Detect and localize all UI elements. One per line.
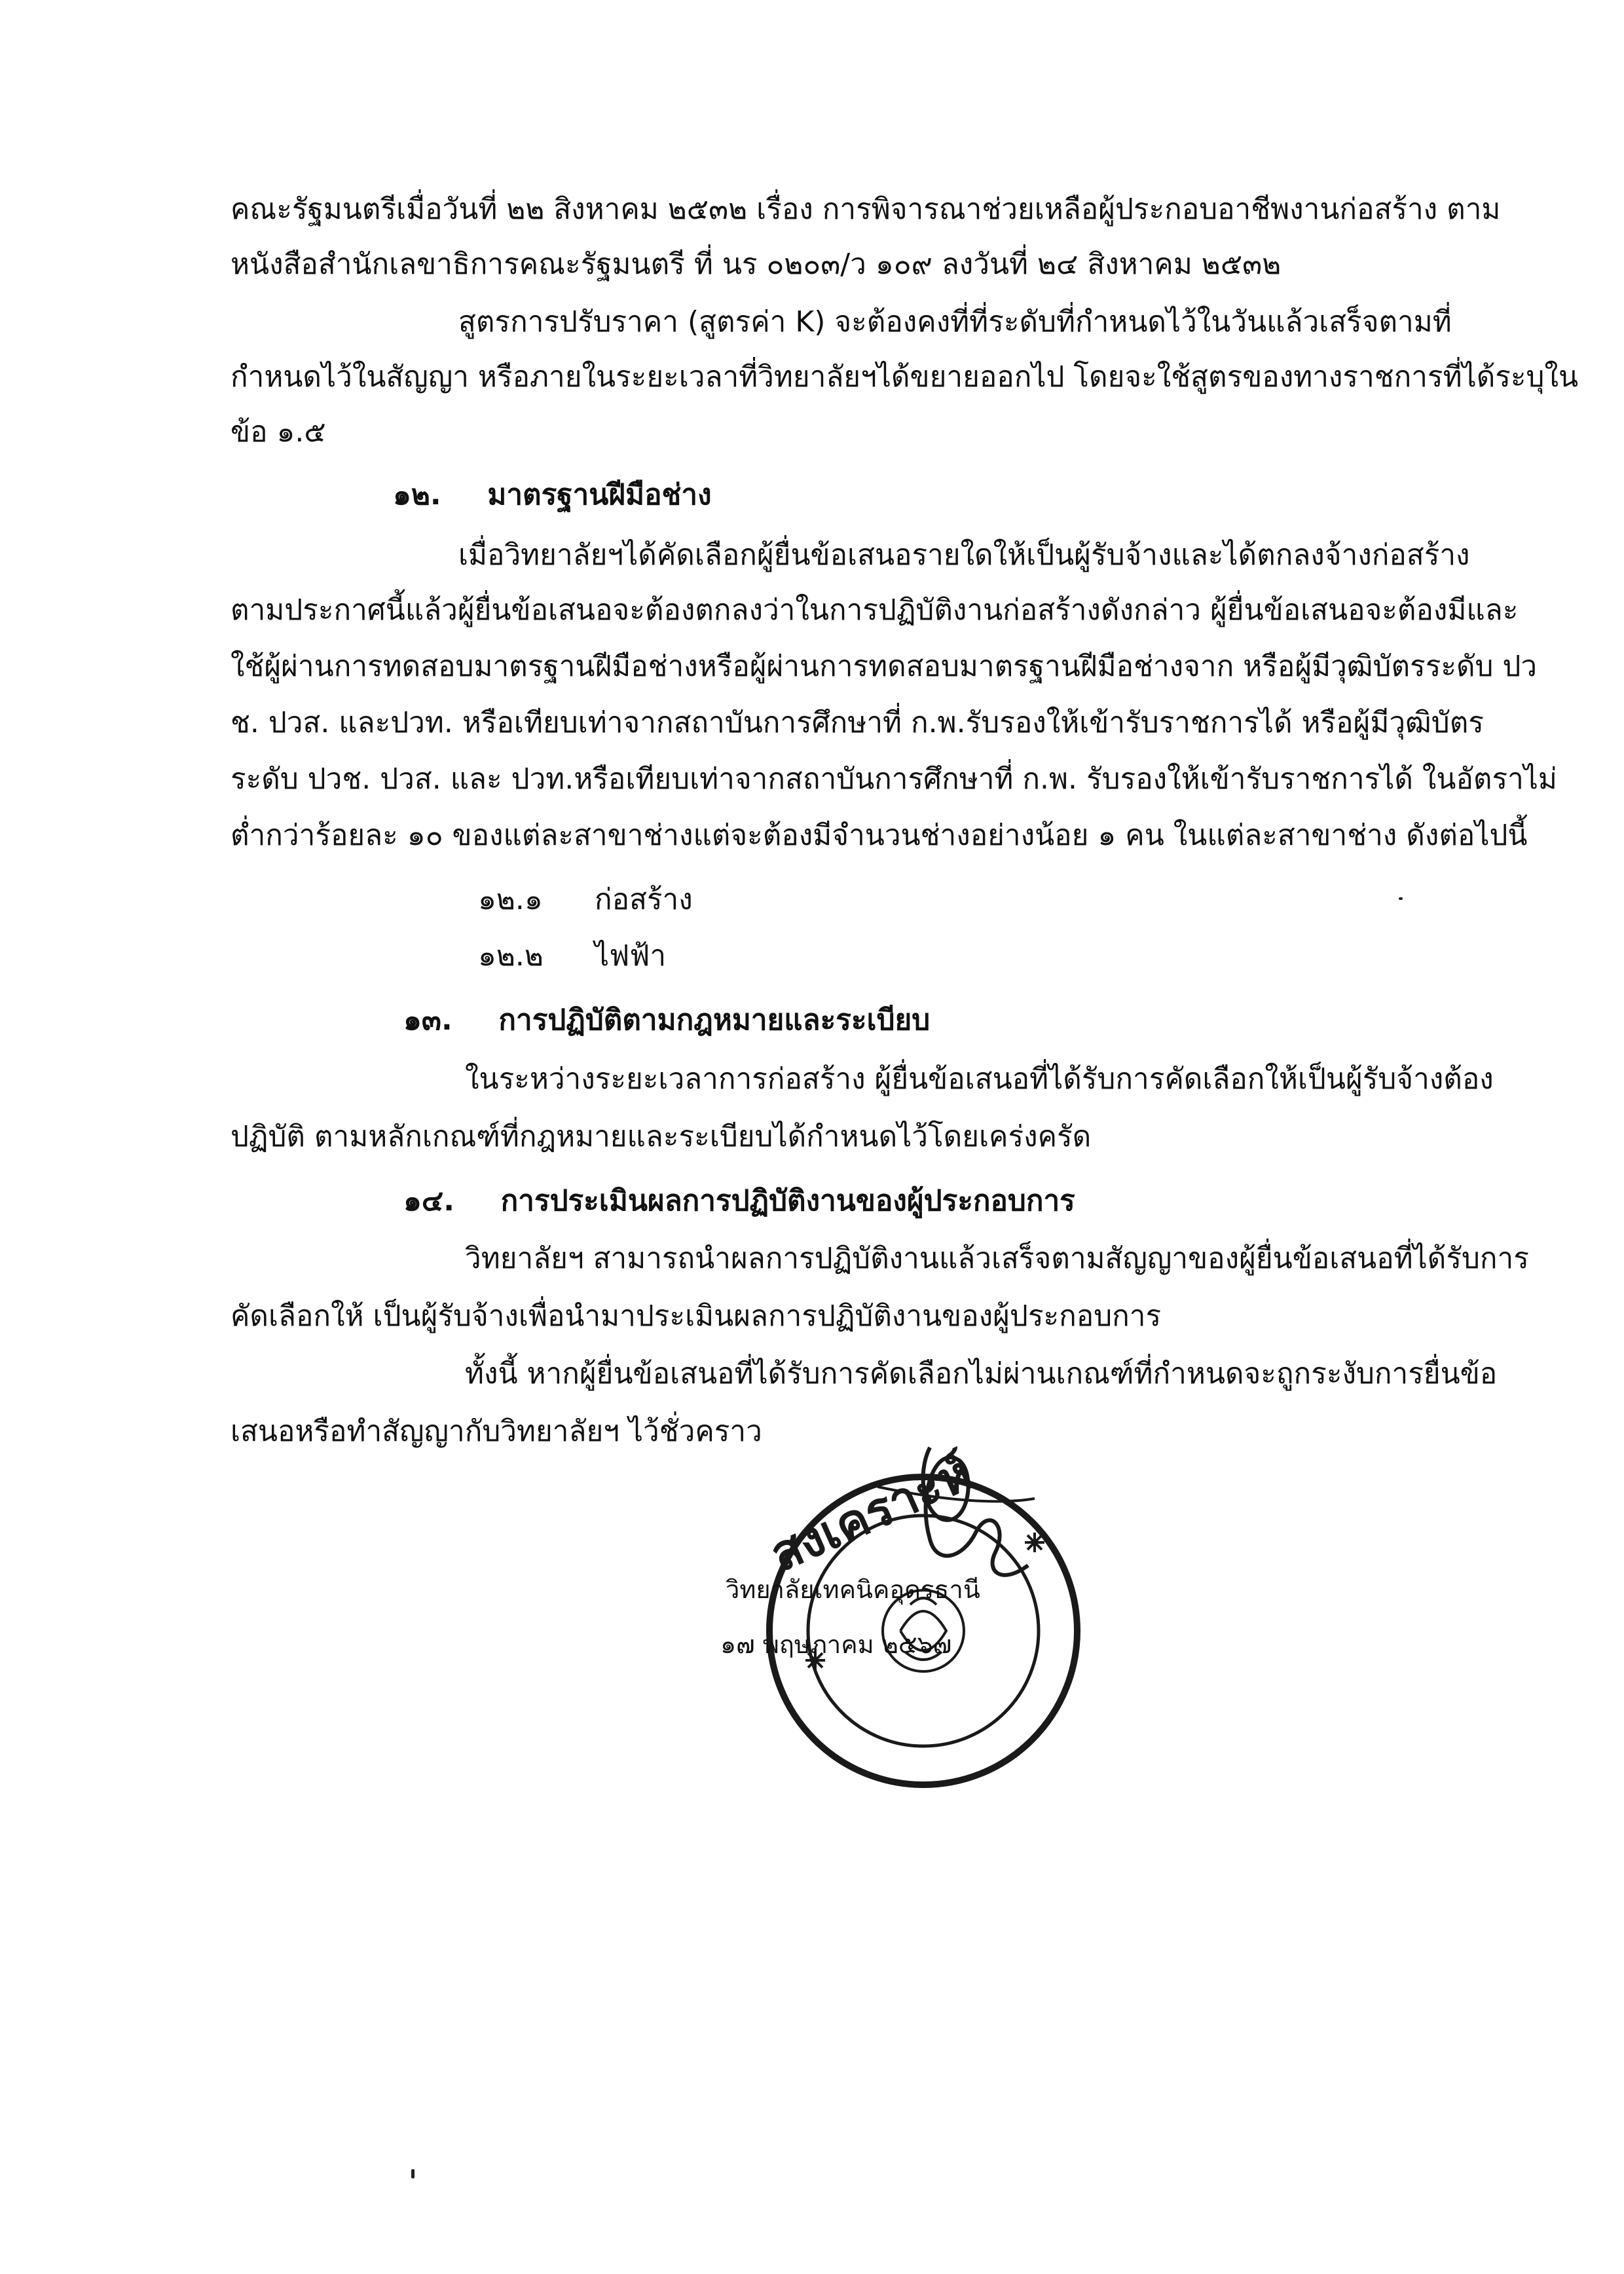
section-12-line-1: เมื่อวิทยาลัยฯได้คัดเลือกผู้ยื่นข้อเสนอรายใดให้เป็นผู้รับจ้างและได้ตกลงจ้างก่อสร้าง: [458, 538, 1470, 572]
paragraph-1-line-1: คณะรัฐมนตรีเมื่อวันที่ ๒๒ สิงหาคม ๒๕๓๒ เรื่อง การพิจารณาช่วยเหลือผู้ประกอบอาชีพงานก่อสร้าง ตาม: [231, 193, 1501, 226]
paragraph-2-line-3: ข้อ ๑.๕: [231, 415, 326, 449]
signature-date: ๑๗ พฤษภาคม ๒๕๖๗: [720, 1630, 952, 1659]
section-12-item-1: [478, 880, 693, 920]
scan-speck: [1399, 897, 1403, 900]
section-12-number: ๑๒.: [393, 478, 441, 512]
section-12-line-4: ช. ปวส. และปวท. หรือเทียบเท่าจากสถาบันการศึกษาที่ ก.พ.รับรองให้เข้ารับราชการได้ หรือผู้มีวุฒิบัตร: [231, 706, 1484, 739]
section-12-line-6: ต่ำกว่าร้อยละ ๑๐ ของแต่ละสาขาช่างแต่จะต้องมีจำนวนช่างอย่างน้อย ๑ คน ในแต่ละสาขาช่าง ดังต่อไปนี้: [231, 819, 1528, 852]
item-label: ไฟฟ้า: [595, 939, 667, 973]
section-14-line-3: ทั้งนี้ หากผู้ยื่นข้อเสนอที่ได้รับการคัดเลือกไม่ผ่านเกณฑ์ที่กำหนดจะถูกระงับการยื่นข้อ: [465, 1357, 1498, 1390]
section-12-title: มาตรฐานฝีมือช่าง: [487, 478, 712, 512]
official-stamp: [727, 1434, 1094, 1795]
section-14-number: ๑๔.: [403, 1184, 454, 1218]
section-12-item-2: [478, 937, 666, 976]
stamp-ring-text: สงเคราะห์: [762, 1444, 980, 1583]
item-number: ๑๒.๑: [478, 883, 543, 916]
paragraph-2-line-2: กำหนดไว้ในสัญญา หรือภายในระยะเวลาที่วิทยาลัยฯได้ขยายออกไป โดยจะใช้สูตรของทางราชการที่ได้ระบุใน: [231, 360, 1579, 394]
paragraph-2-line-1: สูตรการปรับราคา (สูตรค่า K) จะต้องคงที่ที่ระดับที่กำหนดไว้ในวันแล้วเสร็จตามที่: [458, 305, 1452, 339]
item-label: ก่อสร้าง: [595, 883, 693, 916]
section-14-line-2: คัดเลือกให้ เป็นผู้รับจ้างเพื่อนำมาประเมินผลการปฏิบัติงานของผู้ประกอบการ: [231, 1299, 1162, 1333]
paragraph-1-line-2: หนังสือสำนักเลขาธิการคณะรัฐมนตรี ที่ นร ๐๒๐๓/ว ๑๐๙ ลงวันที่ ๒๔ สิงหาคม ๒๕๓๒: [231, 248, 1282, 281]
item-number: ๑๒.๒: [478, 939, 544, 973]
section-12-line-5: ระดับ ปวช. ปวส. และ ปวท.หรือเทียบเท่าจากสถาบันการศึกษาที่ ก.พ. รับรองให้เข้ารับราชการได้ ในอัตราไม่: [231, 762, 1557, 796]
section-14-line-1: วิทยาลัยฯ สามารถนำผลการปฏิบัติงานแล้วเสร็จตามสัญญาของผู้ยื่นข้อเสนอที่ได้รับการ: [465, 1242, 1529, 1275]
section-12-line-2: ตามประกาศนี้แล้วผู้ยื่นข้อเสนอจะต้องตกลงว่าในการปฏิบัติงานก่อสร้างดังกล่าว ผู้ยื่นข้อเสนอจะต้องมีและ: [231, 593, 1519, 627]
section-14-title: การประเมินผลการปฏิบัติงานของผู้ประกอบการ: [500, 1184, 1075, 1218]
section-14-heading: [403, 1182, 1075, 1221]
section-13-heading: [403, 1001, 930, 1040]
section-13-line-2: ปฏิบัติ ตามหลักเกณฑ์ที่กฎหมายและระเบียบได้กำหนดไว้โดยเคร่งครัด: [231, 1120, 1092, 1153]
section-13-number: ๑๓.: [403, 1003, 452, 1037]
section-14-line-4: เสนอหรือทำสัญญากับวิทยาลัยฯ ไว้ชั่วคราว: [231, 1415, 762, 1448]
section-12-line-3: ใช้ผู้ผ่านการทดสอบมาตรฐานฝีมือช่างหรือผู้ผ่านการทดสอบมาตรฐานฝีมือช่างจาก หรือผู้มีวุฒิบัตรระดับ ปว: [231, 650, 1538, 683]
section-13-title: การปฏิบัติตามกฎหมายและระเบียบ: [498, 1003, 931, 1037]
scan-speck: [411, 2169, 415, 2178]
section-12-heading: [393, 475, 712, 515]
signature-organization: วิทยาลัยเทคนิคอุดรธานี: [726, 1575, 980, 1604]
section-13-line-1: ในระหว่างระยะเวลาการก่อสร้าง ผู้ยื่นข้อเสนอที่ได้รับการคัดเลือกให้เป็นผู้รับจ้างต้อง: [465, 1062, 1494, 1096]
